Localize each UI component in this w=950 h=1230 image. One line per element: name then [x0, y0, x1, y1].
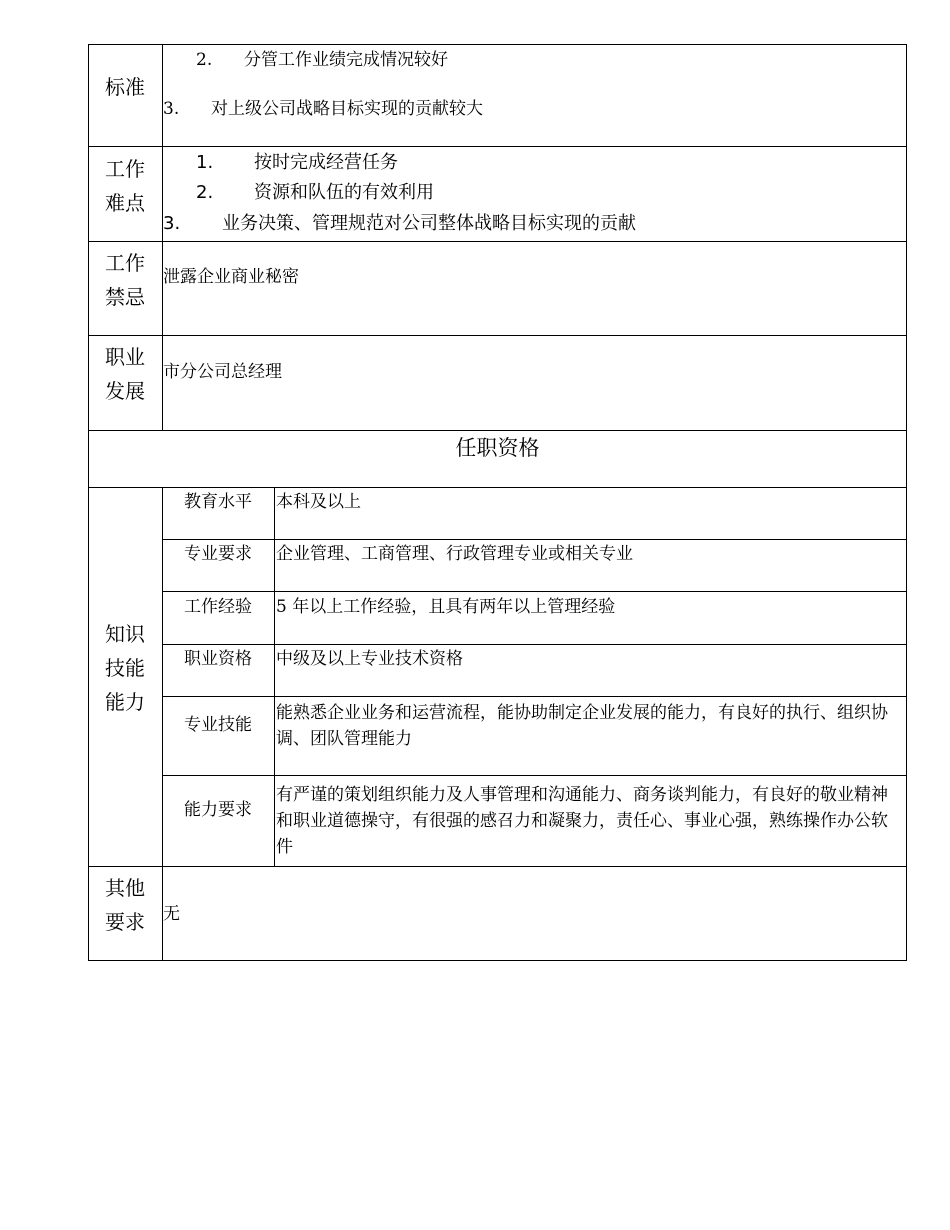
certification-label: 职业资格 — [184, 649, 252, 669]
difficulty-item-3: 3. 业务决策、管理规范对公司整体战略目标实现的贡献 — [163, 213, 636, 234]
standard-label: 标准 — [105, 75, 145, 99]
major-label: 专业要求 — [184, 544, 252, 564]
experience-value: 5 年以上工作经验，且具有两年以上管理经验 — [276, 597, 616, 617]
row-divider — [88, 487, 907, 488]
other-label: 其他 要求 — [105, 876, 145, 934]
standard-item-2: 2. 分管工作业绩完成情况较好 — [196, 50, 448, 70]
other-text: 无 — [163, 904, 180, 924]
row-divider — [88, 146, 907, 147]
taboo-label: 工作 禁忌 — [105, 251, 145, 309]
standard-item-3: 3. 对上级公司战略目标实现的贡献较大 — [163, 99, 483, 119]
difficulty-item-1: 1. 按时完成经营任务 — [196, 152, 398, 173]
skills-label: 专业技能 — [184, 715, 252, 735]
difficulty-label: 工作 难点 — [105, 157, 145, 215]
experience-label: 工作经验 — [184, 597, 252, 617]
education-value: 本科及以上 — [276, 492, 361, 512]
knowledge-label: 知识 技能 能力 — [105, 622, 145, 714]
taboo-text: 泄露企业商业秘密 — [163, 267, 299, 287]
education-label: 教育水平 — [184, 492, 252, 512]
row-divider — [88, 335, 907, 336]
row-divider — [88, 241, 907, 242]
row-divider — [88, 866, 907, 867]
difficulty-item-2: 2. 资源和队伍的有效利用 — [196, 182, 434, 203]
row-divider — [88, 430, 907, 431]
qualification-title: 任职资格 — [455, 436, 540, 460]
skills-value: 能熟悉企业业务和运营流程，能协助制定企业发展的能力，有良好的执行、组织协调、团队管理能力 — [276, 703, 888, 749]
ability-label: 能力要求 — [184, 800, 252, 820]
major-value: 企业管理、工商管理、行政管理专业或相关专业 — [276, 544, 633, 564]
ability-value: 有严谨的策划组织能力及人事管理和沟通能力、商务谈判能力，有良好的敬业精神和职业道德操守，有很强的感召力和凝聚力，责任心、事业心强，熟练操作办公软件 — [276, 785, 888, 857]
career-label: 职业 发展 — [105, 345, 145, 403]
certification-value: 中级及以上专业技术资格 — [276, 649, 463, 669]
col-divider — [274, 487, 275, 866]
career-text: 市分公司总经理 — [163, 362, 282, 382]
